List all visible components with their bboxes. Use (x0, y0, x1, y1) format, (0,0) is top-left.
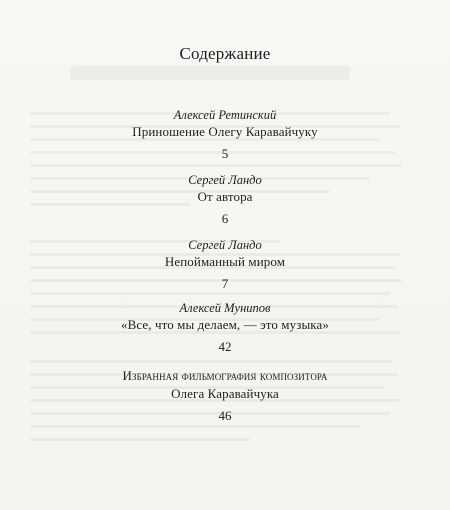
toc-entry[interactable] (0, 367, 450, 426)
entry-title: Избранная фильмография композитора (122, 368, 328, 383)
entry-title: Приношение Олегу Каравайчуку (132, 124, 318, 139)
toc-entry[interactable] (0, 300, 450, 357)
toc-entry[interactable] (0, 237, 450, 294)
toc-heading: Содержание (179, 44, 271, 63)
entry-author: Алексей Мунипов (179, 301, 271, 315)
entry-page-number: 7 (221, 276, 229, 291)
entry-author: Сергей Ландо (188, 238, 262, 252)
entry-author: Алексей Ретинский (173, 108, 277, 122)
entry-title: «Все, что мы делаем, — это музыка» (121, 317, 329, 332)
toc-entry[interactable] (0, 107, 450, 164)
entry-page-number: 5 (221, 146, 229, 161)
entry-page-number: 42 (218, 339, 232, 354)
entry-author: Сергей Ландо (188, 173, 262, 187)
entry-title: Непойманный миром (164, 254, 286, 269)
toc-entry[interactable] (0, 172, 450, 229)
entry-page-number: 46 (218, 408, 232, 423)
entry-page-number: 6 (221, 211, 229, 226)
entry-title-line-2: Олега Каравайчука (171, 386, 279, 401)
entry-title: От автора (197, 189, 253, 204)
